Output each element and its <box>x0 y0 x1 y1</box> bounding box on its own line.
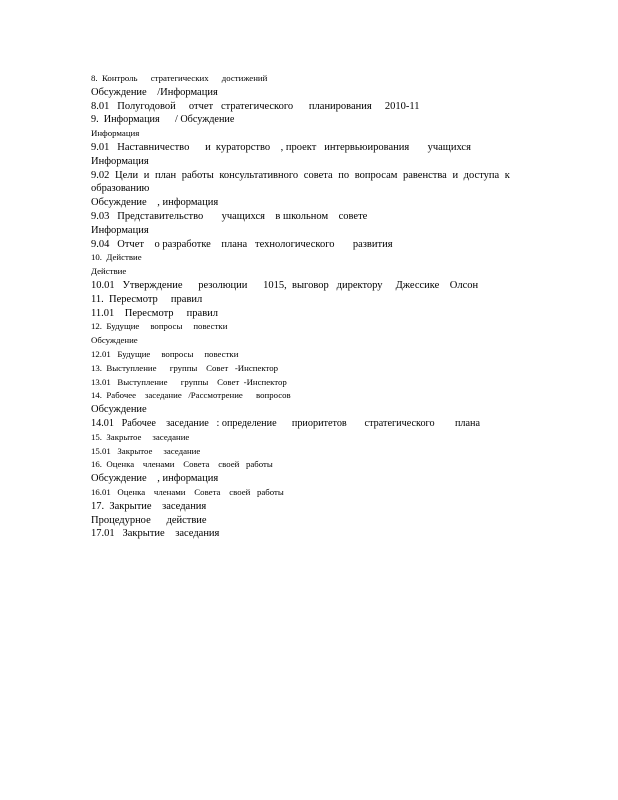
text-line: Информация <box>91 224 149 236</box>
text-line: 12. Будущие вопросы повестки <box>91 321 228 332</box>
text-line: 10. Действие <box>91 252 142 263</box>
text-line: 17.01 Закрытие заседания <box>91 528 220 540</box>
text-line: Обсуждение , информация <box>91 473 219 485</box>
text-line: Обсуждение <box>91 335 138 346</box>
text-line: 15. Закрытое заседание <box>91 431 190 442</box>
text-line: 9.04 Отчет о разработке плана технологического развития <box>91 238 393 250</box>
text-line: 8.01 Полугодовой отчет стратегического планирования 2010-11 <box>91 100 420 112</box>
text-line: Информация <box>91 128 140 139</box>
text-line: Информация <box>91 155 149 167</box>
text-line: 14. Рабочее заседание /Рассмотрение вопросов <box>91 390 291 401</box>
text-line: 9.02 Цели и план работы консультативного совета по вопросам равенства и доступа к образованию <box>91 169 510 195</box>
text-line: 13.01 Выступление группы Совет -Инспектор <box>91 376 287 387</box>
text-line: 15.01 Закрытое заседание <box>91 445 201 456</box>
text-line: 13. Выступление группы Совет -Инспектор <box>91 362 279 373</box>
text-line: 17. Закрытие заседания <box>91 500 207 512</box>
text-line: 12.01 Будущие вопросы повестки <box>91 348 239 359</box>
text-line: 16.01 Оценка членами Совета своей работы <box>91 486 284 497</box>
text-line: 14.01 Рабочее заседание : определение приоритетов стратегического плана <box>91 417 480 429</box>
text-line: Обсуждение <box>91 404 147 416</box>
text-line: Обсуждение /Информация <box>91 86 218 98</box>
text-line: Процедурное действие <box>91 514 207 526</box>
text-line: 9.03 Представительство учащихся в школьном совете <box>91 210 368 222</box>
text-line: Действие <box>91 266 127 277</box>
text-line: 8. Контроль стратегических достижений <box>91 73 268 83</box>
text-line: Обсуждение , информация <box>91 197 219 209</box>
text-line: 9. Информация / Обсуждение <box>91 114 235 126</box>
text-line: 10.01 Утверждение резолюции 1015, выговор директору Джессике Олсон <box>91 279 479 291</box>
text-line: 9.01 Наставничество и кураторство , проект интервьюирования учащихся <box>91 141 471 153</box>
document-body <box>91 72 531 541</box>
text-line: 11.01 Пересмотр правил <box>91 307 219 319</box>
text-line: 11. Пересмотр правил <box>91 293 203 305</box>
text-line: 16. Оценка членами Совета своей работы <box>91 459 273 470</box>
